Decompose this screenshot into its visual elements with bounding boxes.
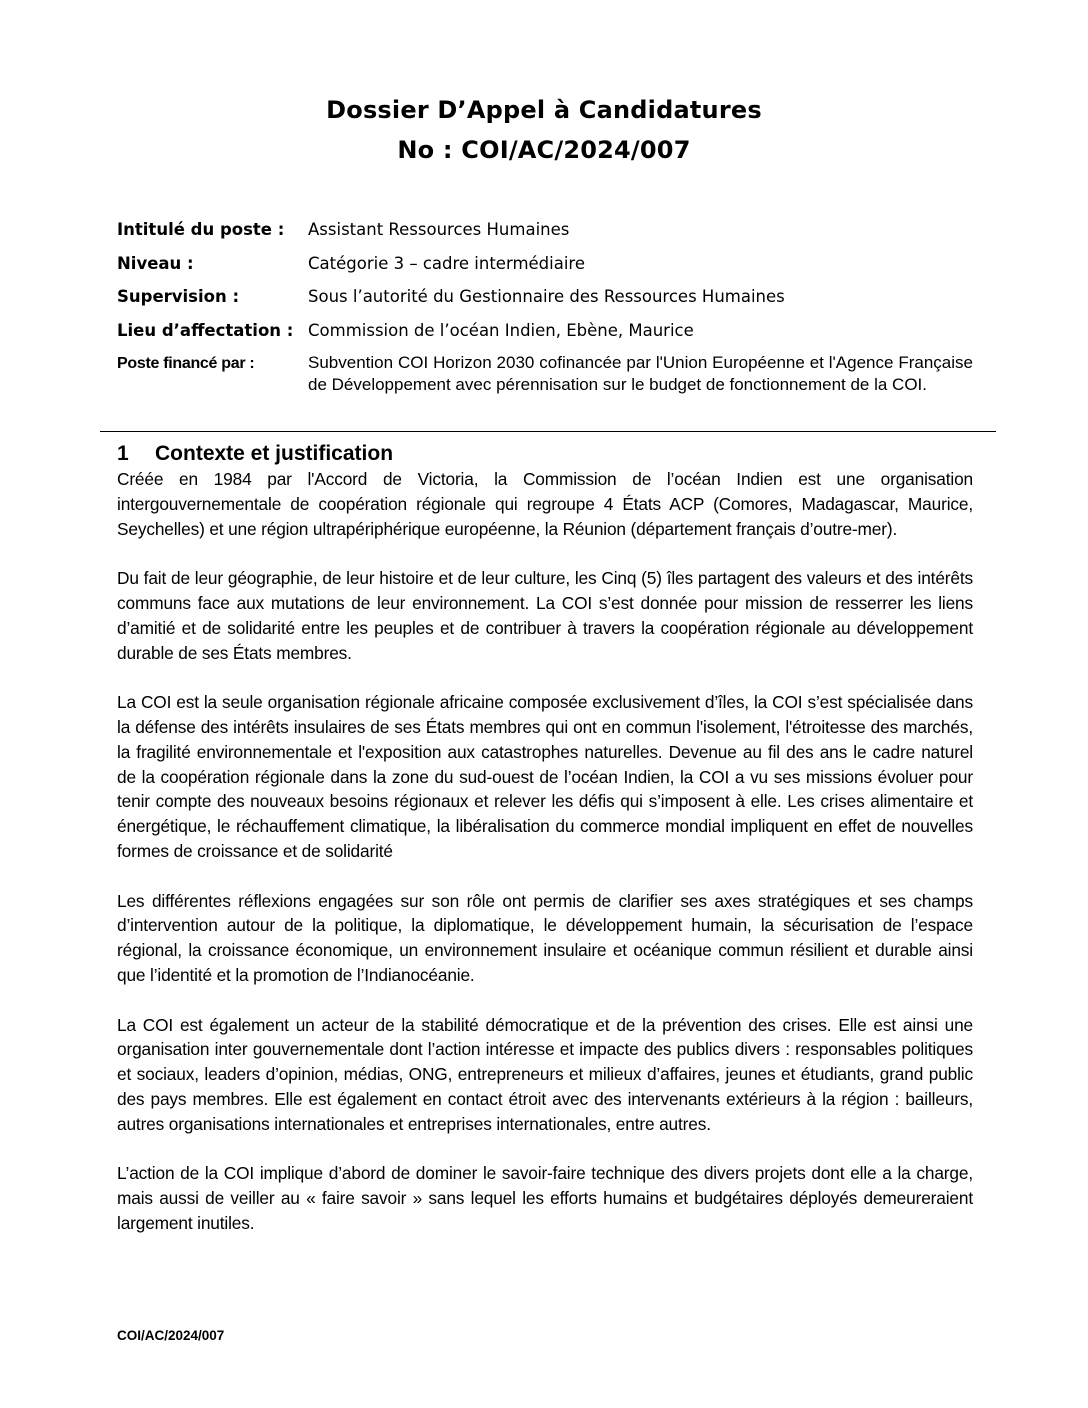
section-heading [117,440,393,468]
funding-label: Poste financé par : [117,355,255,372]
paragraph: La COI est la seule organisation régionale africaine composée exclusivement d’îles, la COI s’est spécialisée dans la défense des intérêts insulaires de ses États membres qui ont en commun l'isolement, l'étroitesse des marchés, la fragilité environnementale et l'exposition aux catastrophes naturelles. Devenue au fil des ans le cadre naturel de la coopération régionale dans la zone du sud-ouest de l’océan Indien, la COI a vu ses missions évoluer pour tenir compte des nouveaux besoins régionaux et relever les défis qui s’imposent à elle. Les crises alimentaire et énergétique, le réchauffement climatique, la libéralisation du commerce mondial impliquent en effet de nouvelles formes de croissance et de solidarité [117,692,973,861]
section-number: 1 [117,442,129,465]
job-info-row-level [117,252,973,276]
section-title: Contexte et justification [155,442,394,465]
job-info-row-supervision [117,285,973,309]
paragraph: Du fait de leur géographie, de leur histoire et de leur culture, les Cinq (5) îles partagent des valeurs et des intérêts communs face aux mutations de leur environnement. La COI s’est donnée pour mission de resserrer les liens d’amitié et de solidarité entre les peuples et de contribuer à travers la coopération régionale au développement durable de ses États membres. [117,568,973,663]
job-info-row-location [117,319,973,343]
location-value: Commission de l’océan Indien, Ebène, Maurice [308,320,694,340]
job-title-value: Assistant Ressources Humaines [308,220,570,239]
level-label: Niveau : [117,253,194,273]
supervision-label: Supervision : [117,287,240,306]
supervision-value: Sous l’autorité du Gestionnaire des Ressources Humaines [308,287,785,306]
paragraph: La COI est également un acteur de la stabilité démocratique et de la prévention des crises. Elle est ainsi une organisation inter gouvernementale dont l’action intéresse et impacte des publics divers : responsables politiques et sociaux, leaders d’opinion, médias, ONG, entrepreneurs et milieux d’affaires, jeunes et étudiants, grand public des pays membres. Elle est également en contact étroit avec des intervenants extérieurs à la région : bailleurs, autres organisations internationales et entreprises internationales, entre autres. [117,1014,973,1134]
paragraph: L’action de la COI implique d’abord de dominer le savoir-faire technique des divers projets dont elle a la charge, mais aussi de veiller au « faire savoir » sans lequel les efforts humains et budgétaires déployés demeureraient largement inutiles. [117,1163,973,1233]
paragraph: Créée en 1984 par l'Accord de Victoria, la Commission de l’océan Indien est une organisation intergouvernementale de coopération régionale qui regroupe 4 États ACP (Comores, Madagascar, Maurice, Seychelles) et une région ultrapériphérique européenne, la Réunion (département français d’outre-mer). [117,469,973,539]
document-reference-number: No : COI/AC/2024/007 [397,136,691,164]
paragraph: Les différentes réflexions engagées sur son rôle ont permis de clarifier ses axes stratégiques et ses champs d’intervention autour de la politique, la diplomatique, le développement humain, la sécurisation de l’espace régional, la croissance économique, un environnement insulaire et océanique commun résilient et durable ainsi que l’identité et la promotion de l’Indianocéanie. [117,890,973,985]
section-body [117,467,973,1261]
document-title: Dossier D’Appel à Candidatures [326,96,762,124]
job-info-table [117,218,973,406]
footer-reference: COI/AC/2024/007 [117,1328,225,1343]
document-header [0,90,1088,170]
location-label: Lieu d’affectation : [117,320,294,340]
level-value: Catégorie 3 – cadre intermédiaire [308,253,586,273]
section-divider [100,431,996,432]
funding-value: Subvention COI Horizon 2030 cofinancée par l'Union Européenne et l'Agence Française de Développement avec pérennisation sur le budget de fonctionnement de la COI. [308,353,973,394]
job-info-row-funding [117,352,973,396]
job-title-label: Intitulé du poste : [117,220,285,239]
job-info-row-title [117,218,973,242]
